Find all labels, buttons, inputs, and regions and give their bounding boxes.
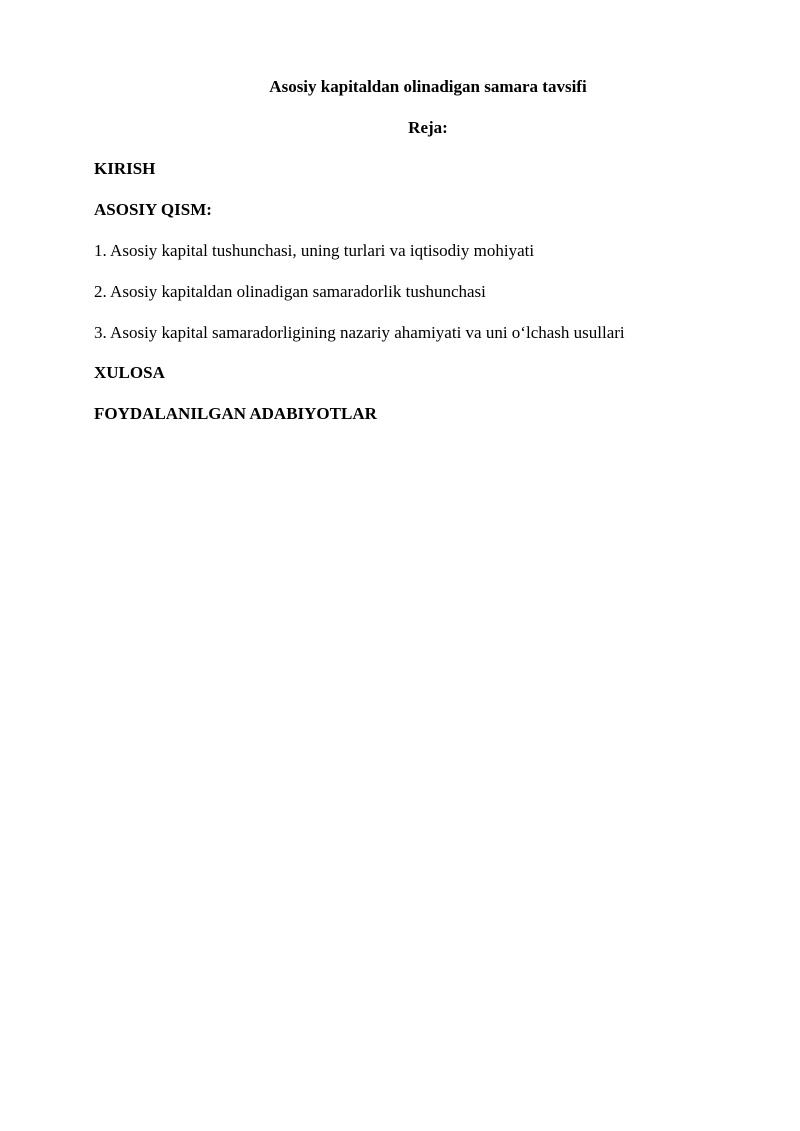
plan-item-2: 2. Asosiy kapitaldan olinadigan samaradorlik tushunchasi xyxy=(94,282,486,301)
section-conclusion: XULOSA xyxy=(94,363,165,382)
plan-item-1: 1. Asosiy kapital tushunchasi, uning turlari va iqtisodiy mohiyati xyxy=(94,241,535,260)
section-intro: KIRISH xyxy=(94,159,156,178)
plan-heading: Reja: xyxy=(408,118,448,137)
plan-item-3: 3. Asosiy kapital samaradorligining nazariy ahamiyati va uni o‘lchash usullari xyxy=(94,323,625,342)
section-main-part: ASOSIY QISM: xyxy=(94,200,212,219)
document-title: Asosiy kapitaldan olinadigan samara tavsifi xyxy=(269,77,587,96)
section-references: FOYDALANILGAN ADABIYOTLAR xyxy=(94,404,377,423)
